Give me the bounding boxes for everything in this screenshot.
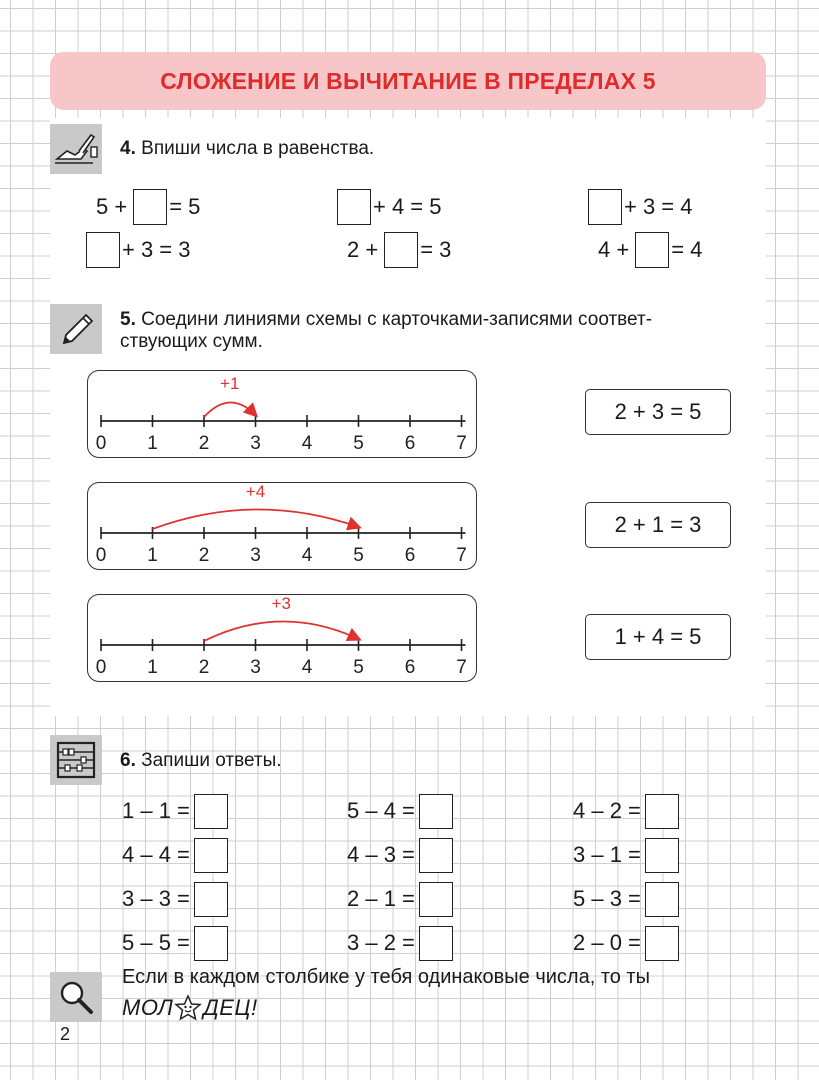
- tick-label: 5: [353, 433, 364, 454]
- eq-right: + 3 = 4: [624, 194, 693, 219]
- answer-box[interactable]: [86, 232, 120, 268]
- answer-box[interactable]: [645, 882, 679, 917]
- task6-number: 6.: [120, 750, 136, 771]
- tick-label: 1: [147, 657, 158, 678]
- sum-card[interactable]: [585, 502, 731, 548]
- equation: [335, 189, 442, 225]
- equation: [84, 232, 191, 268]
- tick-label: 3: [250, 545, 261, 566]
- subtraction-item: [122, 833, 228, 877]
- tick-label: 2: [198, 433, 210, 454]
- sum-card[interactable]: [585, 614, 731, 660]
- jump-label: +4: [245, 482, 266, 501]
- praise-text: [122, 994, 258, 1022]
- subtraction-item: [122, 877, 228, 921]
- jump-arrow: [153, 509, 359, 529]
- tick-label: 0: [95, 545, 107, 566]
- tick-label: 4: [301, 545, 313, 566]
- expression: 3 – 3 =: [122, 886, 190, 911]
- expression: 5 – 4 =: [347, 798, 415, 823]
- answer-box[interactable]: [133, 189, 167, 225]
- tick-label: 2: [198, 657, 210, 678]
- tick-label: 7: [456, 657, 467, 678]
- eq-right: = 5: [169, 194, 201, 219]
- task6-instruction: Запиши ответы.: [141, 750, 282, 771]
- tick-label: 2: [198, 545, 210, 566]
- pencil-icon: [50, 304, 102, 354]
- answer-box[interactable]: [419, 926, 453, 961]
- praise-right: ДЕЦ!: [203, 995, 258, 1020]
- eq-right: + 4 = 5: [373, 194, 442, 219]
- title-banner: [50, 52, 766, 110]
- praise-left: МОЛ: [122, 995, 174, 1020]
- answer-box[interactable]: [645, 794, 679, 829]
- tick-label: 6: [404, 433, 416, 454]
- task5-number: 5.: [120, 309, 136, 330]
- subtraction-item: [573, 833, 679, 877]
- task6-heading: [120, 750, 282, 772]
- card-text: 2 + 1 = 3: [614, 512, 702, 537]
- number-line: [86, 481, 476, 569]
- expression: 5 – 3 =: [573, 886, 641, 911]
- expression: 2 – 1 =: [347, 886, 415, 911]
- exercise-column: [347, 789, 453, 965]
- tick-label: 0: [95, 433, 107, 454]
- answer-box[interactable]: [419, 882, 453, 917]
- tick-label: 7: [456, 433, 467, 454]
- answer-box[interactable]: [588, 189, 622, 225]
- answer-box[interactable]: [419, 838, 453, 873]
- task4-instruction: Впиши числа в равенства.: [141, 138, 375, 159]
- equation: [347, 232, 451, 268]
- subtraction-item: [347, 921, 453, 965]
- answer-box[interactable]: [337, 189, 371, 225]
- number-line-scheme[interactable]: [87, 482, 477, 570]
- answer-box[interactable]: [194, 926, 228, 961]
- expression: 1 – 1 =: [122, 798, 190, 823]
- task5-heading: [120, 309, 770, 353]
- answer-box[interactable]: [194, 794, 228, 829]
- eq-right: = 3: [420, 237, 452, 262]
- subtraction-item: [347, 789, 453, 833]
- abacus-icon: [50, 735, 102, 785]
- exercise-column: [122, 789, 228, 965]
- equation: [586, 189, 693, 225]
- tick-label: 3: [250, 433, 261, 454]
- tick-label: 5: [353, 657, 364, 678]
- answer-box[interactable]: [384, 232, 418, 268]
- expression: 3 – 1 =: [573, 842, 641, 867]
- sum-card[interactable]: [585, 389, 731, 435]
- expression: 3 – 2 =: [347, 930, 415, 955]
- tick-label: 1: [147, 433, 158, 454]
- expression: 4 – 3 =: [347, 842, 415, 867]
- subtraction-item: [122, 921, 228, 965]
- task4-heading: [120, 138, 374, 160]
- jump-label: +3: [271, 594, 291, 613]
- writing-hand-icon: [50, 124, 102, 174]
- card-text: 1 + 4 = 5: [614, 624, 702, 649]
- tick-label: 5: [353, 545, 364, 566]
- tick-label: 6: [404, 545, 416, 566]
- star-face-icon: [173, 994, 203, 1022]
- task5-instruction-line1: Соедини линиями схемы с карточками-записями соответ-: [141, 309, 653, 330]
- eq-left: 5 +: [96, 194, 128, 219]
- exercise-column: [573, 789, 679, 965]
- eq-left: 4 +: [598, 237, 630, 262]
- expression: 4 – 2 =: [573, 798, 641, 823]
- answer-box[interactable]: [194, 882, 228, 917]
- number-line-scheme[interactable]: [87, 594, 477, 682]
- subtraction-item: [347, 833, 453, 877]
- equation: [96, 189, 200, 225]
- expression: 5 – 5 =: [122, 930, 190, 955]
- expression: 2 – 0 =: [573, 930, 641, 955]
- tick-label: 1: [147, 545, 158, 566]
- number-line: [86, 369, 476, 457]
- subtraction-item: [573, 921, 679, 965]
- answer-box[interactable]: [645, 926, 679, 961]
- tick-label: 4: [301, 657, 313, 678]
- task5-instruction-line2: ствующих сумм.: [120, 331, 263, 352]
- number-line-scheme[interactable]: [87, 370, 477, 458]
- footer-note: Если в каждом столбике у тебя одинаковые числа, то ты: [122, 966, 650, 988]
- eq-right: + 3 = 3: [122, 237, 191, 262]
- subtraction-item: [122, 789, 228, 833]
- equation: [598, 232, 702, 268]
- tick-label: 3: [250, 657, 261, 678]
- jump-arrow: [204, 621, 359, 641]
- page-number: 2: [60, 1024, 71, 1044]
- magnifier-icon: [50, 972, 102, 1022]
- jump-arrow: [204, 402, 256, 417]
- subtraction-item: [347, 877, 453, 921]
- tick-label: 0: [95, 657, 107, 678]
- tick-label: 6: [404, 657, 416, 678]
- jump-label: +1: [220, 374, 240, 393]
- eq-left: 2 +: [347, 237, 379, 262]
- eq-right: = 4: [671, 237, 703, 262]
- tick-label: 4: [301, 433, 313, 454]
- tick-label: 7: [456, 545, 467, 566]
- page-title: СЛОЖЕНИЕ И ВЫЧИТАНИЕ В ПРЕДЕЛАХ 5: [160, 67, 656, 94]
- answer-box[interactable]: [194, 838, 228, 873]
- answer-box[interactable]: [635, 232, 669, 268]
- card-text: 2 + 3 = 5: [614, 399, 702, 424]
- answer-box[interactable]: [645, 838, 679, 873]
- subtraction-item: [573, 877, 679, 921]
- answer-box[interactable]: [419, 794, 453, 829]
- task4-number: 4.: [120, 138, 136, 159]
- subtraction-item: [573, 789, 679, 833]
- number-line: [86, 593, 476, 681]
- expression: 4 – 4 =: [122, 842, 190, 867]
